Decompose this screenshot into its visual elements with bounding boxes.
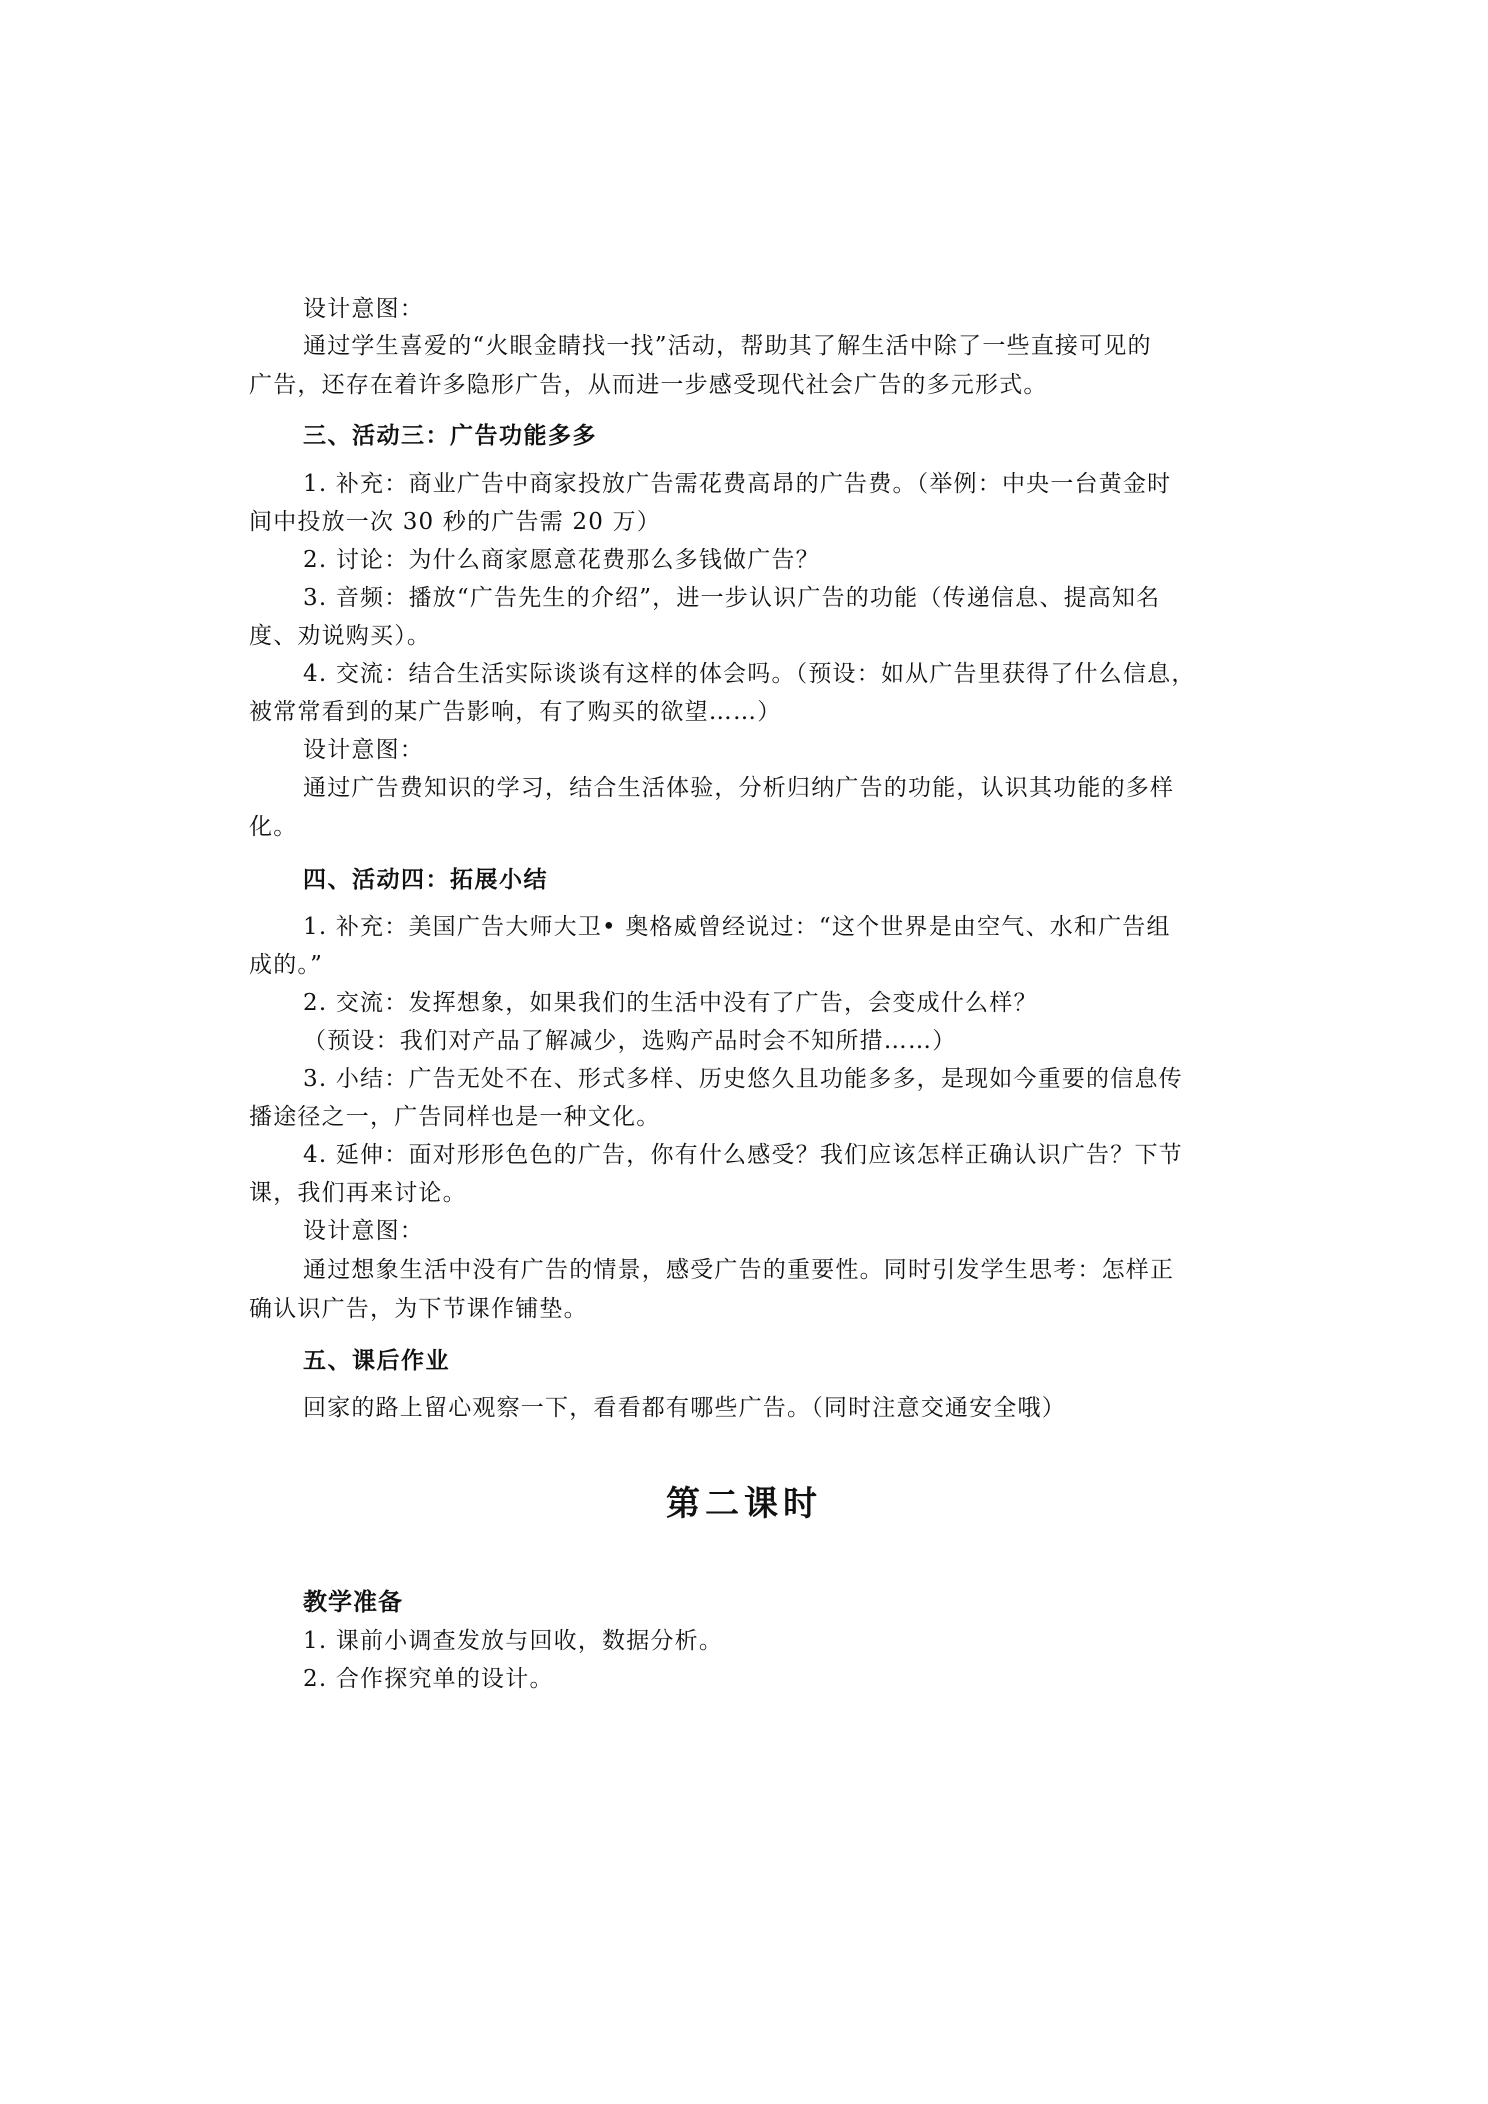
activity3-item1: 1. 补充：商业广告中商家投放广告需花费高昂的广告费。（举例：中央一台黄金时 [303,471,1172,497]
activity3-item3-cont: 度、劝说购买）。 [249,623,432,649]
prep-heading: 教学准备 [303,1587,403,1616]
section-heading-activity4: 四、活动四：拓展小结 [303,866,548,893]
activity4-item3: 3. 小结：广告无处不在、形式多样、历史悠久且功能多多，是现如今重要的信息传 [303,1066,1183,1092]
activity4-item4: 4. 延伸：面对形形色色的广告，你有什么感受？我们应该怎样正确认识广告？下节 [303,1142,1183,1168]
activity4-item4-cont: 课，我们再来讨论。 [249,1180,467,1206]
activity4-item3-cont: 播途径之一，广告同样也是一种文化。 [249,1104,661,1130]
activity3-item4-cont: 被常常看到的某广告影响，有了购买的欲望……） [249,699,782,725]
homework-text: 回家的路上留心观察一下，看看都有哪些广告。（同时注意交通安全哦） [303,1395,1066,1421]
design-intent-text: 确认识广告，为下节课作铺垫。 [249,1296,588,1322]
prep-item: 2. 合作探究单的设计。 [303,1666,554,1692]
design-intent-text: 通过广告费知识的学习，结合生活体验，分析归纳广告的功能，认识其功能的多样 [303,775,1175,801]
activity4-item1: 1. 补充：美国广告大师大卫• 奥格威曾经说过：“这个世界是由空气、水和广告组 [303,914,1171,940]
section-heading-activity3: 三、活动三：广告功能多多 [303,422,597,449]
design-intent-text: 通过学生喜爱的“火眼金睛找一找”活动，帮助其了解生活中除了一些直接可见的 [303,333,1152,359]
activity3-item1-cont: 间中投放一次 30 秒的广告需 20 万） [249,509,661,535]
design-intent-label: 设计意图： [303,296,424,322]
section-heading-homework: 五、课后作业 [303,1347,450,1374]
activity4-item2-note: （预设：我们对产品了解减少，选购产品时会不知所措……） [303,1028,957,1054]
activity3-item4: 4. 交流：结合生活实际谈谈有这样的体会吗。（预设：如从广告里获得了什么信息， [303,661,1196,687]
design-intent-text: 化。 [249,814,298,840]
prep-item: 1. 课前小调查发放与回收，数据分析。 [303,1628,724,1654]
activity4-item1-cont: 成的。” [249,952,324,978]
activity3-item2: 2. 讨论：为什么商家愿意花费那么多钱做广告？ [303,547,820,573]
design-intent-text: 广告，还存在着许多隐形广告，从而进一步感受现代社会广告的多元形式。 [249,372,1048,398]
design-intent-label: 设计意图： [303,1218,424,1244]
activity3-item3: 3. 音频：播放“广告先生的介绍”，进一步认识广告的功能（传递信息、提高知名 [303,585,1161,611]
design-intent-label: 设计意图： [303,737,424,763]
activity4-item2: 2. 交流：发挥想象，如果我们的生活中没有了广告，会变成什么样？ [303,990,1038,1016]
lesson-title: 第二课时 [666,1484,822,1524]
design-intent-text: 通过想象生活中没有广告的情景，感受广告的重要性。同时引发学生思考：怎样正 [303,1257,1175,1283]
